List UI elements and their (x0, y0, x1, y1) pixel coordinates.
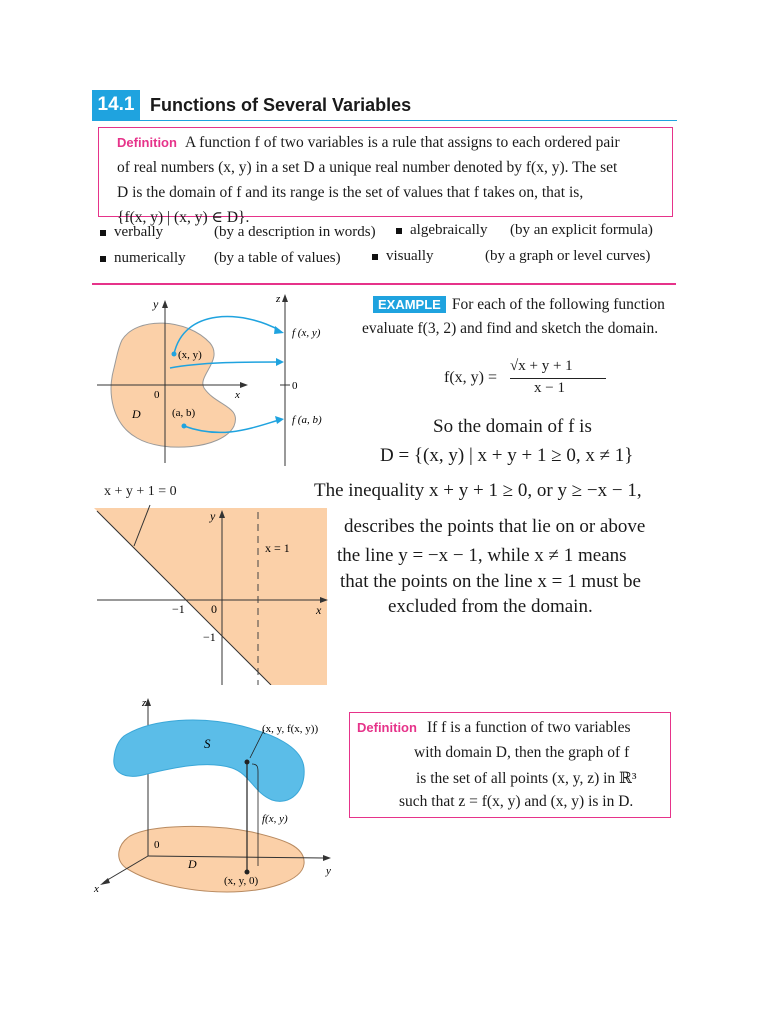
section-header (92, 90, 672, 120)
example-line-1: EXAMPLE For each of the following function (373, 296, 665, 314)
definition-label: Definition (357, 720, 417, 735)
graph-definition-line-2: with domain D, then the graph of f (414, 744, 630, 761)
domain-region (119, 826, 304, 892)
bullet-icon (100, 230, 106, 236)
point-ab-label: (a, b) (172, 407, 196, 419)
top-point-label: (x, y, f(x, y)) (262, 723, 319, 735)
x-axis-label: x (94, 883, 99, 895)
x-axis-label: x (316, 603, 322, 617)
fab-label: f (a, b) (292, 414, 322, 426)
surface-label: S (204, 736, 211, 751)
formula (444, 358, 614, 402)
bullet-icon (372, 254, 378, 260)
definition-line-1: Definition A function f of two variables is a rule that assigns to each ordered pair (117, 134, 620, 151)
z-axis-label: z (276, 293, 281, 305)
x-axis-label: x (235, 389, 240, 401)
graph-definition-line-4: such that z = f(x, y) and (x, y) is in D. (399, 793, 634, 810)
representation-list (98, 222, 678, 282)
height-label: f(x, y) (262, 813, 288, 825)
list-item-desc: (by an explicit formula) (510, 222, 653, 238)
base-point-label: (x, y, 0) (224, 875, 259, 887)
y-tick-label: −1 (203, 630, 216, 644)
definition-line-2: of real numbers (x, y) in a set D a unique real number denoted by f(x, y). The set (117, 159, 618, 176)
function-mapping-figure (92, 288, 352, 468)
section-number: 14.1 (92, 90, 140, 120)
x-tick-label: −1 (172, 602, 185, 616)
list-item: numerically (100, 250, 186, 267)
domain-intro: So the domain of f is (433, 416, 592, 437)
definition-line-4: {f(x, y) | (x, y) ∈ D}. (117, 209, 250, 226)
bullet-icon (396, 228, 402, 234)
domain-sketch-figure (92, 500, 337, 685)
z-zero-label: 0 (292, 380, 298, 392)
y-axis-label: y (326, 865, 331, 877)
graph-surface-figure (92, 696, 347, 896)
definition-box (98, 127, 673, 226)
inequality-text: The inequality x + y + 1 ≥ 0, or y ≥ −x − 1, (314, 480, 642, 501)
bullet-icon (100, 256, 106, 262)
definition-label: Definition (117, 135, 177, 150)
definition-line-3: D is the domain of f and its range is the set of values that f takes on, that is, (117, 184, 584, 201)
domain-half-plane (94, 508, 327, 685)
list-item-desc: (by a graph or level curves) (485, 248, 651, 264)
boundary-line-label: x + y + 1 = 0 (104, 484, 177, 499)
divider (92, 283, 676, 285)
description-line-1: describes the points that lie on or above (344, 516, 646, 537)
fxy-label: f (x, y) (292, 327, 321, 339)
origin-label: 0 (154, 389, 160, 401)
y-axis-label: y (210, 509, 216, 523)
list-item-desc: (by a description in words) (214, 224, 376, 240)
example-line-2: evaluate f(3, 2) and find and sketch the domain. (362, 320, 659, 337)
section-rule (92, 120, 677, 121)
section-title: Functions of Several Variables (150, 95, 412, 115)
domain-set: D = {(x, y) | x + y + 1 ≥ 0, x ≠ 1} (380, 445, 634, 466)
origin-label: 0 (154, 839, 160, 851)
description-line-4: excluded from the domain. (388, 596, 593, 617)
description-line-2: the line y = −x − 1, while x ≠ 1 means (337, 545, 627, 566)
fraction-bar (510, 378, 606, 379)
description-line-3: that the points on the line x = 1 must be (340, 571, 641, 592)
y-axis-label: y (153, 297, 159, 311)
list-item-desc: (by a table of values) (214, 250, 341, 266)
region-label: D (132, 407, 141, 421)
formula-denominator: x − 1 (534, 380, 565, 396)
example-label: EXAMPLE (373, 296, 446, 313)
vline-label: x = 1 (265, 541, 290, 555)
list-item: algebraically (396, 222, 487, 239)
origin-label: 0 (211, 602, 217, 616)
graph-definition-box (349, 712, 671, 818)
graph-definition-line-1: Definition If f is a function of two variables (357, 719, 631, 736)
z-axis-label: z (142, 697, 147, 709)
point-xy-label: (x, y) (178, 349, 202, 361)
list-item: visually (372, 248, 434, 265)
list-item: verbally (100, 224, 163, 241)
graph-definition-line-3: is the set of all points (x, y, z) in ℝ³ (416, 770, 637, 787)
formula-lhs: f(x, y) = (444, 369, 498, 386)
formula-numerator: √x + y + 1 (510, 358, 573, 374)
region-label: D (188, 857, 197, 871)
